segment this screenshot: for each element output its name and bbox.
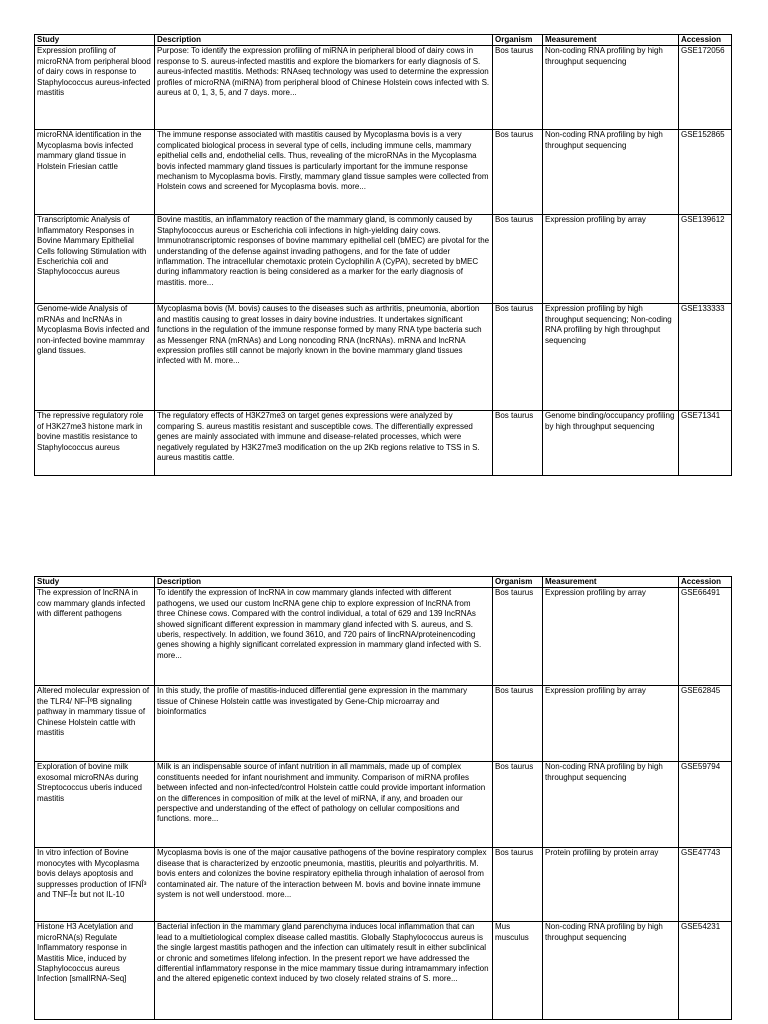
- organism-cell: Bos taurus: [493, 215, 543, 304]
- accession-cell[interactable]: GSE62845: [679, 686, 732, 762]
- measurement-cell: Non-coding RNA profiling by high throughput sequencing: [543, 762, 679, 848]
- organism-cell: Bos taurus: [493, 411, 543, 476]
- measurement-cell: Genome binding/occupancy profiling by high throughput sequencing: [543, 411, 679, 476]
- organism-cell: Bos taurus: [493, 762, 543, 848]
- description-cell: The immune response associated with mastitis caused by Mycoplasma bovis is a very complicated biological process in several type of cells, including immune cells, mammary epithelial cells and, endothelial cells. Thus, revealing of the microRNAs in the Mycoplasma bovis infected mammary gland tissues is particularly important for the immune response mechanism to Mycoplasma bovis. Firstly, mammary gland tissue samples were collected from Holstein cows and screened for Mycoplasma bovis. more...: [155, 130, 493, 215]
- table-row: [35, 686, 732, 762]
- study-cell: microRNA identification in the Mycoplasma bovis infected mammary gland tissue in Holstein Friesian cattle: [35, 130, 155, 215]
- accession-cell[interactable]: GSE71341: [679, 411, 732, 476]
- dataset-table-2: [34, 576, 732, 1020]
- organism-cell: Bos taurus: [493, 304, 543, 411]
- table-row: [35, 46, 732, 130]
- description-cell: The regulatory effects of H3K27me3 on target genes expressions were analyzed by comparing S. aureus mastitis resistant and susceptible cows. The differentially expressed genes are mainly associated with immune and disease-related processes, which were negatively regulated by H3K27me3 modification on the up 2Kb regions relative to TSS in S. aureus mastitis cattle.: [155, 411, 493, 476]
- description-cell: Mycoplasma bovis is one of the major causative pathogens of the bovine respiratory complex disease that is characterized by enzootic pneumonia, mastitis, pleuritis and polyarthritis. M. bovis enters and colonizes the bovine respiratory epithelia through inhalation of aerosol from contaminated air. The nature of the interaction between M. bovis and bovine innate immune system is not well understood. more...: [155, 848, 493, 922]
- table-row: [35, 762, 732, 848]
- header-description: Description: [155, 35, 493, 46]
- accession-cell[interactable]: GSE47743: [679, 848, 732, 922]
- study-cell: Transcriptomic Analysis of Inflammatory Responses in Bovine Mammary Epithelial Cells following Stimulation with Escherichia coli and Staphylococcus aureus: [35, 215, 155, 304]
- header-study: Study: [35, 35, 155, 46]
- table-row: [35, 130, 732, 215]
- organism-cell: Mus musculus: [493, 922, 543, 1020]
- accession-cell[interactable]: GSE172056: [679, 46, 732, 130]
- accession-cell[interactable]: GSE66491: [679, 588, 732, 686]
- study-cell: The expression of lncRNA in cow mammary glands infected with different pathogens: [35, 588, 155, 686]
- table-row: [35, 215, 732, 304]
- table-row: [35, 304, 732, 411]
- measurement-cell: Expression profiling by array: [543, 686, 679, 762]
- accession-cell[interactable]: GSE152865: [679, 130, 732, 215]
- measurement-cell: Expression profiling by high throughput sequencing; Non-coding RNA profiling by high throughput sequencing: [543, 304, 679, 411]
- measurement-cell: Non-coding RNA profiling by high throughput sequencing: [543, 130, 679, 215]
- description-cell: Mycoplasma bovis (M. bovis) causes to the diseases such as arthritis, pneumonia, abortion and mastitis causing to great losses in dairy bovine industries. It undertakes significant functions in the regulation of the immune response formed by many RNA type bacteria such as Messenger RNA (mRNAs) and Long noncoding RNA (lncRNAs). mRNA and lncRNA expression profiles still cannot be majorly known in the bovine mammary gland tissues infected with M. more...: [155, 304, 493, 411]
- table-row: [35, 411, 732, 476]
- description-cell: In this study, the profile of mastitis-induced differential gene expression in the mammary tissue of Chinese Holstein cattle was investigated by Gene-Chip microarray and bioinformatics: [155, 686, 493, 762]
- table-row: [35, 588, 732, 686]
- organism-cell: Bos taurus: [493, 46, 543, 130]
- study-cell: The repressive regulatory role of H3K27me3 histone mark in bovine mastitis resistance to Staphylococcus aureus: [35, 411, 155, 476]
- organism-cell: Bos taurus: [493, 686, 543, 762]
- table-header-row: [35, 35, 732, 46]
- study-cell: Genome-wide Analysis of mRNAs and lncRNAs in Mycoplasma Bovis infected and non-infected bovine mammray gland tissues.: [35, 304, 155, 411]
- header-description: Description: [155, 577, 493, 588]
- accession-cell[interactable]: GSE54231: [679, 922, 732, 1020]
- measurement-cell: Expression profiling by array: [543, 588, 679, 686]
- study-cell: Expression profiling of microRNA from peripheral blood of dairy cows in response to Staphylococcus aureus-infected mastitis: [35, 46, 155, 130]
- header-organism: Organism: [493, 35, 543, 46]
- description-cell: Milk is an indispensable source of infant nutrition in all mammals, made up of complex constituents needed for infant nourishment and immunity. Comparison of miRNA profiles between infected and non-infected/control Holstein cattle could provide important information on the differences in composition of milk at the level of miRNA, if any, and broaden our perspective and understanding of the effect of pathology on cellular compositions and functions. more...: [155, 762, 493, 848]
- study-cell: Histone H3 Acetylation and microRNA(s) Regulate Inflammatory response in Mastitis Mice, induced by Staphylococcus aureus Infection [smallRNA-Seq]: [35, 922, 155, 1020]
- measurement-cell: Expression profiling by array: [543, 215, 679, 304]
- dataset-table-1: [34, 34, 732, 476]
- header-measurement: Measurement: [543, 35, 679, 46]
- table-row: [35, 922, 732, 1020]
- organism-cell: Bos taurus: [493, 588, 543, 686]
- study-cell: Exploration of bovine milk exosomal microRNAs during Streptococcus uberis induced mastitis: [35, 762, 155, 848]
- accession-cell[interactable]: GSE133333: [679, 304, 732, 411]
- header-organism: Organism: [493, 577, 543, 588]
- header-measurement: Measurement: [543, 577, 679, 588]
- measurement-cell: Protein profiling by protein array: [543, 848, 679, 922]
- study-cell: In vitro infection of Bovine monocytes with Mycoplasma bovis delays apoptosis and suppresses production of IFNÎ³ and TNF-Î± but not IL-10: [35, 848, 155, 922]
- description-cell: Bovine mastitis, an inflammatory reaction of the mammary gland, is commonly caused by Staphylococcus aureus or Escherichia coli infections in high-yielding dairy cows. Immunotranscriptomic responses of bovine mammary epithelial cell (bMEC) are pivotal for the understanding of the defense against invading pathogens, and for the fate of udder inflammation. The intracellular chemotaxic protein Cyclophilin A (CyPA), secreted by bMEC during inflammatory reaction is being considered as a marker for the early diagnosis of mastitis. more...: [155, 215, 493, 304]
- organism-cell: Bos taurus: [493, 848, 543, 922]
- header-accession: Accession: [679, 35, 732, 46]
- organism-cell: Bos taurus: [493, 130, 543, 215]
- measurement-cell: Non-coding RNA profiling by high throughput sequencing: [543, 46, 679, 130]
- description-cell: Purpose: To identify the expression profiling of miRNA in peripheral blood of dairy cows in response to S. aureus-infected mastitis and explore the biomarkers for early diagnosis of S. aureus-infected mastitis. Methods: RNAseq technology was used to determine the expression profiles of microRNA (miRNA) from peripheral blood of Chinese Holstein cows infected with S. aureus at 0, 1, 3, 5, and 7 days. more...: [155, 46, 493, 130]
- measurement-cell: Non-coding RNA profiling by high throughput sequencing: [543, 922, 679, 1020]
- accession-cell[interactable]: GSE139612: [679, 215, 732, 304]
- table-header-row: [35, 577, 732, 588]
- header-accession: Accession: [679, 577, 732, 588]
- study-cell: Altered molecular expression of the TLR4/ NF-ÎºB signaling pathway in mammary tissue of Chinese Holstein cattle with mastitis: [35, 686, 155, 762]
- header-study: Study: [35, 577, 155, 588]
- description-cell: To identify the expression of lncRNA in cow mammary glands infected with different pathogens, we used our custom lncRNA gene chip to explore expression of lncRNA from three Chinese cows. Compared with the control individual, a total of 629 and 139 lncRNAs showed significant different expression in mammary gland infected with S. aureus, and S. uberis, respectively. In addition, we found 3610, and 720 pairs of lincRNA/proteinencoding genes showing a highly significant correlated expression in mammary gland infected with S. more...: [155, 588, 493, 686]
- description-cell: Bacterial infection in the mammary gland parenchyma induces local inflammation that can lead to a multietiological complex disease called mastitis. Globally Staphylococcus aureus is the single largest mastitis pathogen and the infection can ultimately result in either subclinical or chronic and sometimes lifelong infection. In the present report we have addressed the differential inflammatory response in the mice mammary tissue during intramammary infection and the altered epigenetic context induced by two closely related strains of S. more...: [155, 922, 493, 1020]
- table-row: [35, 848, 732, 922]
- accession-cell[interactable]: GSE59794: [679, 762, 732, 848]
